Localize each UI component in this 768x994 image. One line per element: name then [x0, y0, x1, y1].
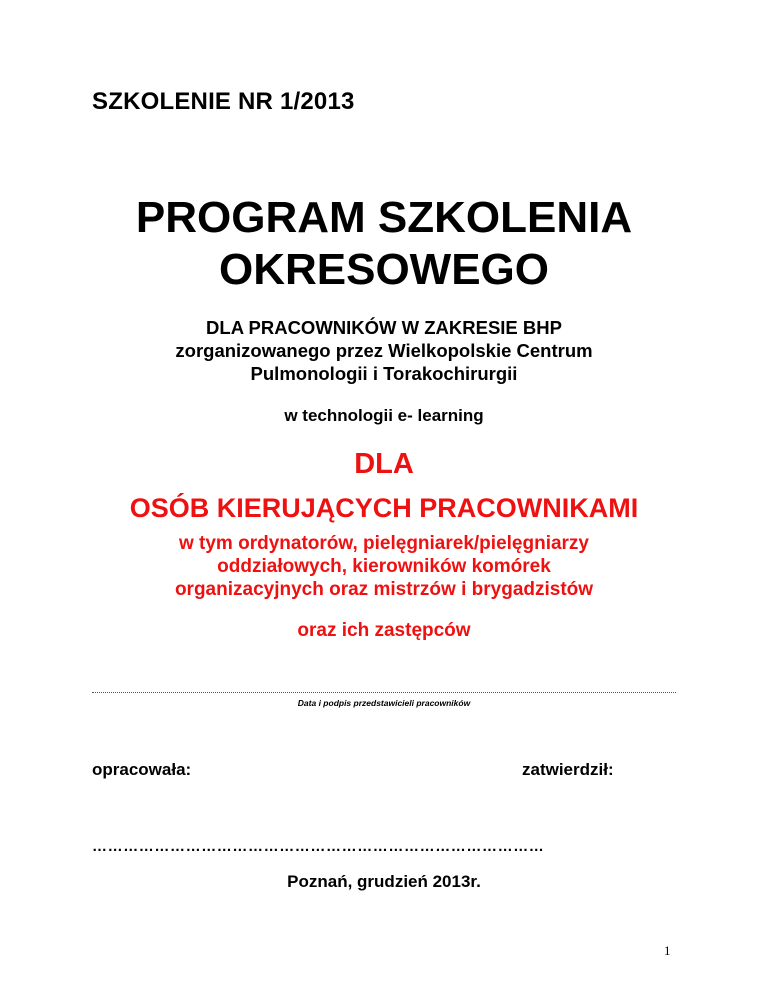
target-deputies: oraz ich zastępców	[297, 620, 471, 641]
target-sub-line-3: organizacyjnych oraz mistrzów i brygadzistów	[174, 579, 594, 600]
target-heading: OSÓB KIERUJĄCYCH PRACOWNIKAMI	[129, 493, 639, 523]
title-line-1: PROGRAM SZKOLENIA	[135, 193, 633, 242]
technology-note: w technologii e- learning	[284, 406, 484, 425]
place-and-date: Poznań, grudzień 2013r.	[287, 872, 481, 891]
signature-caption: Data i podpis przedstawicieli pracowników	[297, 698, 471, 708]
target-sub-line-2: oddziałowych, kierowników komórek	[217, 556, 551, 577]
target-sub-line-1: w tym ordynatorów, pielęgniarek/pielęgniarzy	[178, 533, 589, 554]
approved-by-label: zatwierdził:	[522, 760, 614, 779]
training-number: SZKOLENIE NR 1/2013	[92, 88, 355, 115]
document-title	[0, 192, 768, 296]
target-description	[0, 532, 768, 601]
prepared-by-label: opracowała:	[92, 760, 192, 779]
page-number: 1	[664, 943, 671, 958]
audience-line-3: Pulmonologii i Torakochirurgii	[250, 363, 518, 384]
sign-off-dotted-line: ……………………………………………………………………………	[92, 838, 545, 855]
target-dla: DLA	[354, 448, 414, 480]
audience-line-1: DLA PRACOWNIKÓW W ZAKRESIE BHP	[206, 317, 562, 338]
audience-line-2: zorganizowanego przez Wielkopolskie Centrum	[175, 340, 593, 361]
signature-line	[92, 692, 676, 693]
audience-block	[0, 316, 768, 385]
title-line-2: OKRESOWEGO	[218, 245, 550, 294]
